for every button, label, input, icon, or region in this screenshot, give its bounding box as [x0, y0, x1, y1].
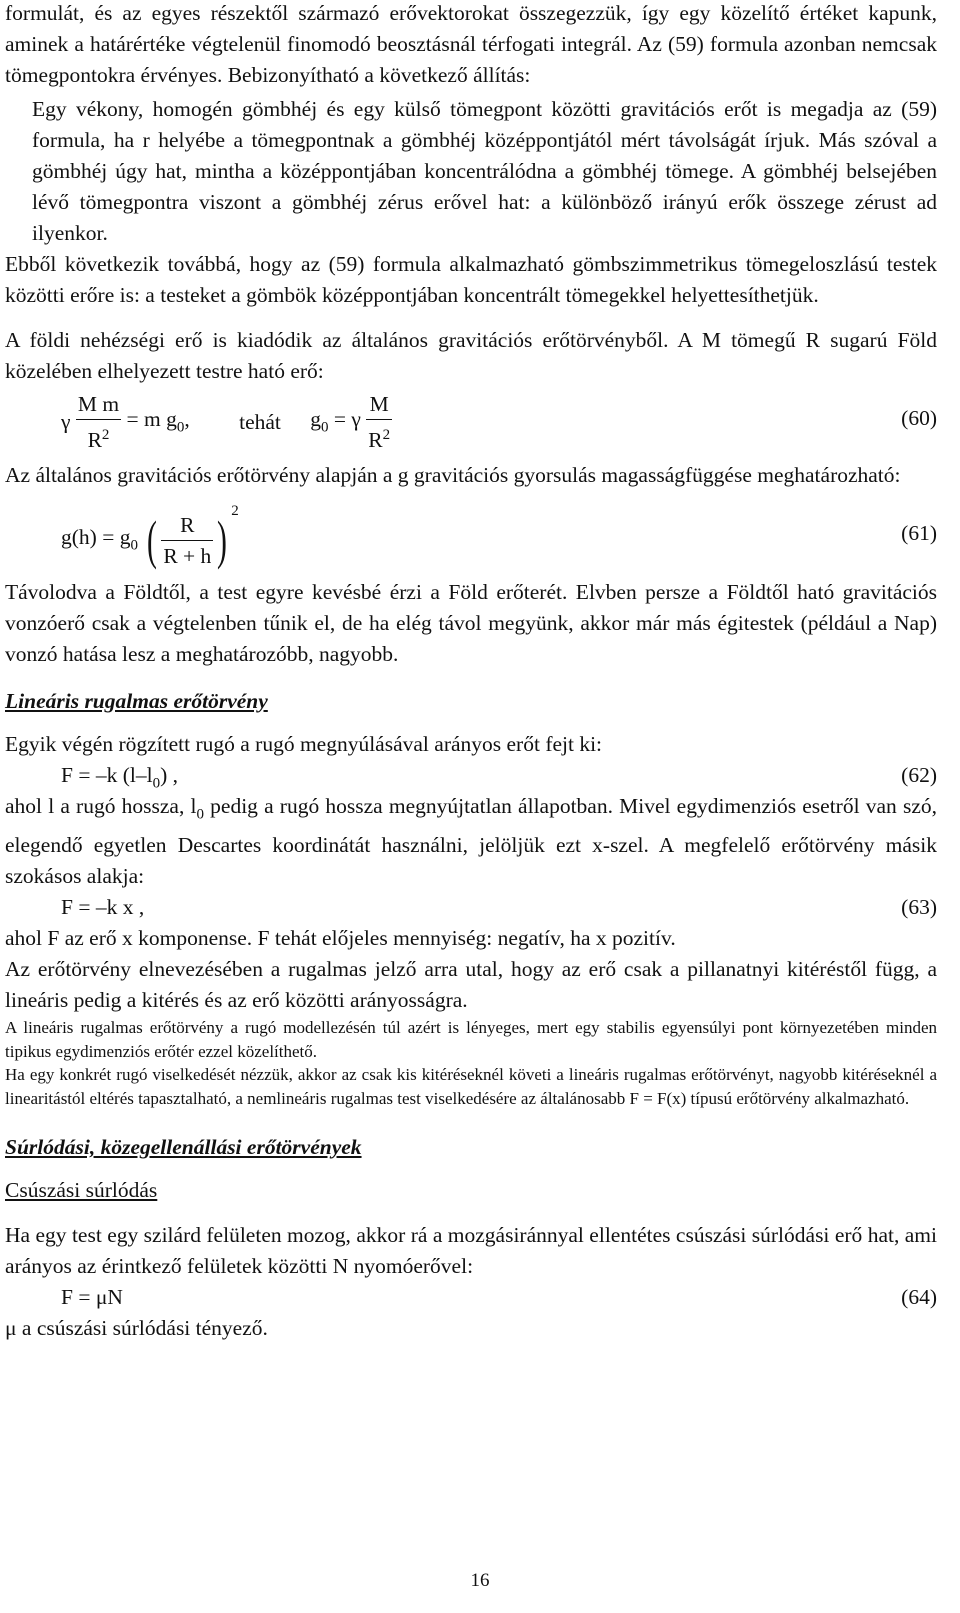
paragraph: formulát, és az egyes részektől származó erővektorokat összegezzük, így egy közelítő értéket kapunk, aminek a határértéke végtelenül finomodó beosztásnál térfogati integrál. Az (59) formula azonban nemcsak tömegpontokra érvényes. Bebizonyítható a következő állítás: [5, 1, 937, 87]
left-paren: ( [147, 510, 158, 571]
paragraph: A földi nehézségi erő is kiadódik az általános gravitációs erőtörvényből. A M tömegű R sugarú Föld közelében elhelyezett testre ható erő: [5, 328, 937, 383]
paragraph: Az erőtörvény elnevezésében a rugalmas jelző arra utal, hogy az erő csak a pillanatnyi kitéréstől függ, a lineáris pedig a kitérés és az erő közötti arányosságra. [5, 957, 937, 1013]
equation-number: (62) [901, 763, 937, 787]
equation-60: γ $\frac{\text{M m}}{R^2}$ = m $g_0$, tehát $g_0 = \gamma$ $\frac{M}{R^2}$ (60) [5, 389, 937, 455]
right-paren: ) [217, 510, 228, 571]
gamma-symbol: γ [61, 409, 71, 434]
paragraph: Ha egy test egy szilárd felületen mozog, akkor rá a mozgásiránnyal ellentétes csúszási súrlódási erő hat, ami arányos az érintkező felületek közötti N nyomóerővel: [5, 1223, 937, 1279]
equation-61: $g(h) = g_0$ ( $\frac{R}{R + h}$ ) $^2$ (61) [61, 503, 937, 571]
paragraph: Távolodva a Földtől, a test egyre kevésbé érzi a Föld erőterét. Elvben persze a Földtől ható gravitációs vonzóerő csak a végtelenben tűnik el, de ha elég távol megyünk, akkor már más égitestek (például a Nap) vonzó hatása lesz a meghatározóbb, nagyobb. [5, 580, 937, 666]
document-page [5, 0, 937, 1344]
section-heading: Lineáris rugalmas erőtörvény [5, 689, 268, 713]
paragraph: Az általános gravitációs erőtörvény alapján a g gravitációs gyorsulás magasságfüggése meghatározható: [5, 463, 901, 487]
subsection-heading: Csúszási súrlódás [5, 1178, 158, 1203]
fraction: $\frac{R}{R + h}$ [161, 510, 213, 571]
paragraph: Egyik végén rögzített rugó a rugó megnyúlásával arányos erőt fejt ki: [5, 732, 603, 756]
paragraph: μ a csúszási súrlódási tényező. [5, 1316, 268, 1341]
equation-number: (61) [901, 521, 937, 545]
equation-number: (63) [901, 895, 937, 920]
paragraph: ahol F az erő x komponense. F tehát előjeles mennyiség: negatív, ha x pozitív. [5, 926, 676, 951]
page-number: 16 [470, 1570, 490, 1591]
paragraph: Ebből következik továbbá, hogy az (59) formula alkalmazható gömbszimmetrikus tömegeloszlású testek közötti erőre is: a testeket a gömbök középpontjában koncentrált tömegekkel helyettesíthetjük. [5, 252, 937, 307]
equation-63: F = –k x , (63) [5, 892, 937, 923]
paragraph: ahol l a rugó hossza, $l_0$ pedig a rugó hossza megnyújtatlan állapotban. Mivel egydimenziós esetről van szó, elegendő egyetlen Descartes koordinátát használni, jelöljük ezt x-szel. A megfelelő erőtörvény másik szokásos alakja: [5, 794, 937, 889]
note-paragraph: Ha egy konkrét rugó viselkedését nézzük, akkor az csak kis kitéréseknél követi a lineáris rugalmas erőtörvényt, nagyobb kitéréseknél a linearitástól eltérés tapasztalható, a nemlineáris rugalmas test viselkedésére az általánosabb F = F(x) típusú erőtörvény alkalmazható. [5, 1065, 937, 1108]
section-heading: Súrlódási, közegellenállási erőtörvények [5, 1135, 362, 1160]
paragraph-statement: Egy vékony, homogén gömbhéj és egy külső tömegpont közötti gravitációs erőt is megadja az (59) formula, ha r helyébe a tömegpontnak a gömbhéj középpontjától mért távolságát írjuk. Más szóval a gömbhéj úgy hat, mintha a középpontjában koncentrálódna a gömbhéj tömege. A gömbhéj belsejében lévő tömegpontra viszont a gömbhéj zérus erővel hat: a különböző irányú erők összege zérust ad ilyenkor. [32, 97, 937, 245]
equation-number: (64) [901, 1285, 937, 1310]
note-paragraph: A lineáris rugalmas erőtörvény a rugó modellezésén túl azért is lényeges, mert egy stabilis egyensúlyi pont környezetében minden tipikus egydimenziós erőtér ezzel közelíthető. [5, 1018, 937, 1061]
equation-number: (60) [901, 406, 937, 430]
fraction: $\frac{\text{M m}}{R^2}$ [76, 389, 121, 455]
equation-64: F = μN (64) [5, 1282, 937, 1313]
fraction: $\frac{M}{R^2}$ [366, 389, 392, 455]
equation-62: F = –k $(l-l_0)$ , (62) [5, 760, 937, 791]
